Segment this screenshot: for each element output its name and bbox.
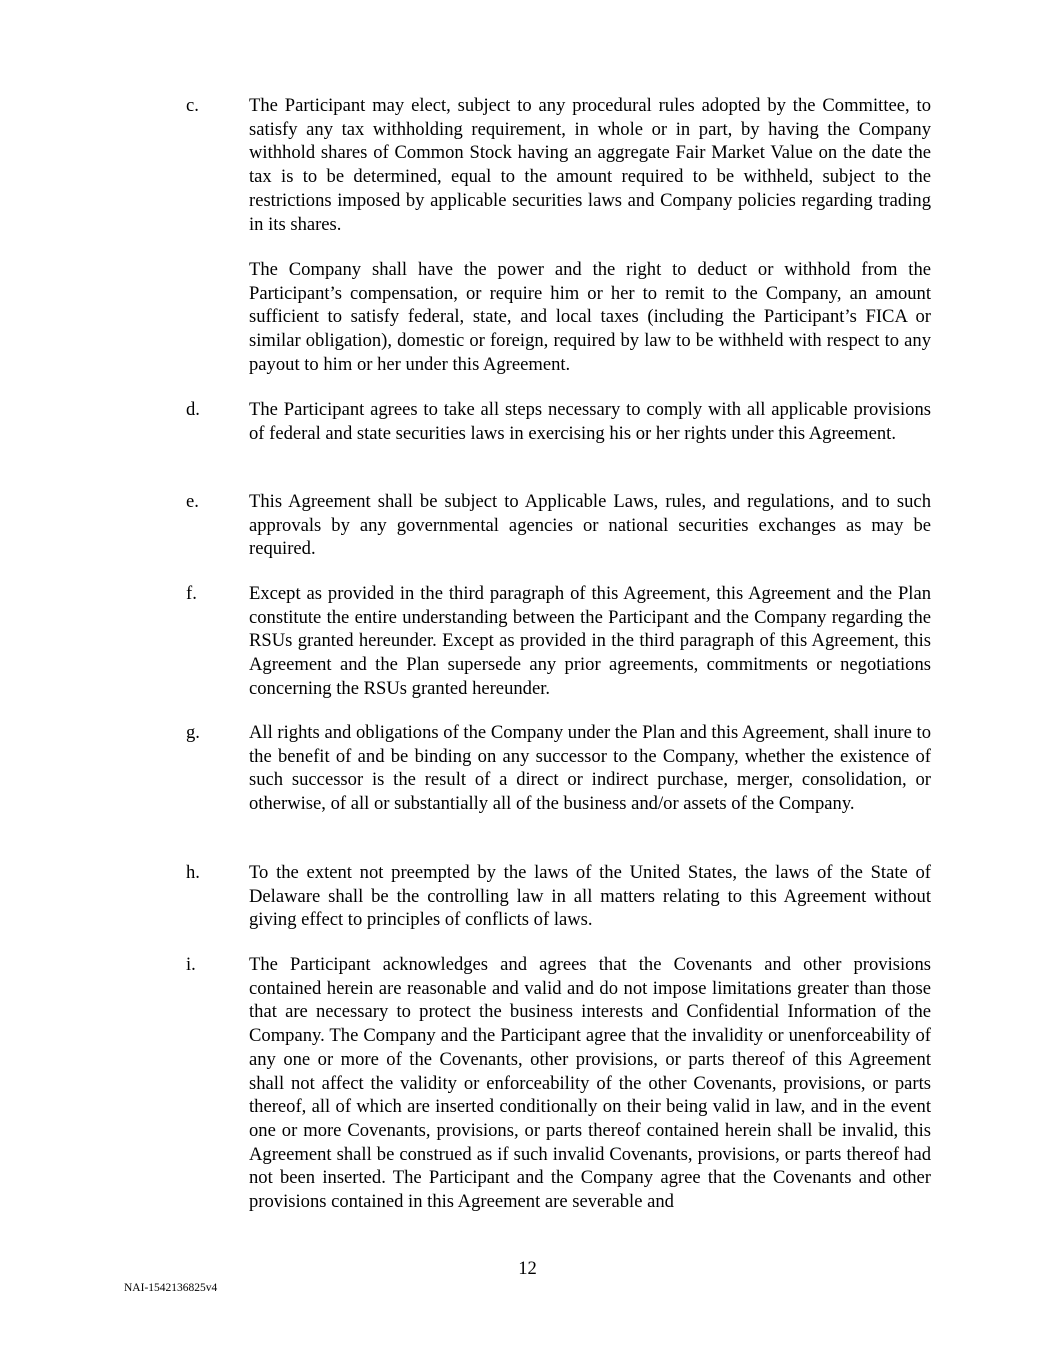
- section-label: d.: [186, 399, 200, 420]
- section-paragraph: To the extent not preempted by the laws of the United States, the laws of the State of Delaware shall be the controlling law in all matters relating to this Agreement without giving effect to principles of conflicts of laws.: [249, 862, 931, 931]
- section-paragraph: The Participant agrees to take all steps necessary to comply with all applicable provisions of federal and state securities laws in exercising his or her rights under this Agreement.: [249, 399, 931, 444]
- section-label: g.: [186, 722, 200, 743]
- section-paragraph: Except as provided in the third paragraph of this Agreement, this Agreement and the Plan constitute the entire understanding between the Participant and the Company regarding the RSUs granted hereunder. Except as provided in the third paragraph of this Agreement, this Agreement and the Plan supersede any prior agreements, commitments or negotiations concerning the RSUs granted hereunder.: [249, 583, 931, 699]
- section-label: f.: [186, 583, 197, 604]
- section-label: e.: [186, 491, 199, 512]
- document-id: NAI-1542136825v4: [124, 1282, 218, 1294]
- section-paragraph: The Company shall have the power and the right to deduct or withhold from the Participant’s compensation, or require him or her to remit to the Company, an amount sufficient to satisfy federal, state, and local taxes (including the Participant’s FICA or similar obligation), domestic or foreign, required by law to be withheld with respect to any payout to him or her under this Agreement.: [249, 259, 931, 375]
- section-paragraph: The Participant acknowledges and agrees that the Covenants and other provisions contained herein are reasonable and valid and do not impose limitations greater than those that are necessary to protect the business interests and Confidential Information of the Company. The Company and the Participant agree that the invalidity or unenforceability of any one or more of the Covenants, other provisions, or parts thereof of this Agreement shall not affect the validity or enforceability of the other Covenants, provisions, or parts thereof, all of which are inserted conditionally on their being valid in law, and in the event one or more Covenants, provisions, or parts thereof contained herein shall be invalid, this Agreement shall be construed as if such invalid Covenants, provisions, or parts thereof had not been inserted. The Participant and the Company agree that the Covenants and other provisions contained in this Agreement are severable and: [249, 954, 931, 1213]
- section-label: i.: [186, 954, 196, 975]
- section-paragraph: This Agreement shall be subject to Applicable Laws, rules, and regulations, and to such approvals by any governmental agencies or national securities exchanges as may be required.: [249, 491, 931, 560]
- section-label: h.: [186, 862, 200, 883]
- section-paragraph: The Participant may elect, subject to any procedural rules adopted by the Committee, to satisfy any tax withholding requirement, in whole or in part, by having the Company withhold shares of Common Stock having an aggregate Fair Market Value on the date the tax is to be determined, equal to the amount required to be withheld, subject to the restrictions imposed by applicable securities laws and Company policies regarding trading in its shares.: [249, 95, 931, 235]
- section-label: c.: [186, 95, 199, 116]
- page-number: 12: [518, 1258, 537, 1279]
- section-paragraph: All rights and obligations of the Company under the Plan and this Agreement, shall inure to the benefit of and be binding on any successor to the Company, whether the existence of such successor is the result of a direct or indirect purchase, merger, consolidation, or otherwise, of all or substantially all of the business and/or assets of the Company.: [249, 722, 931, 815]
